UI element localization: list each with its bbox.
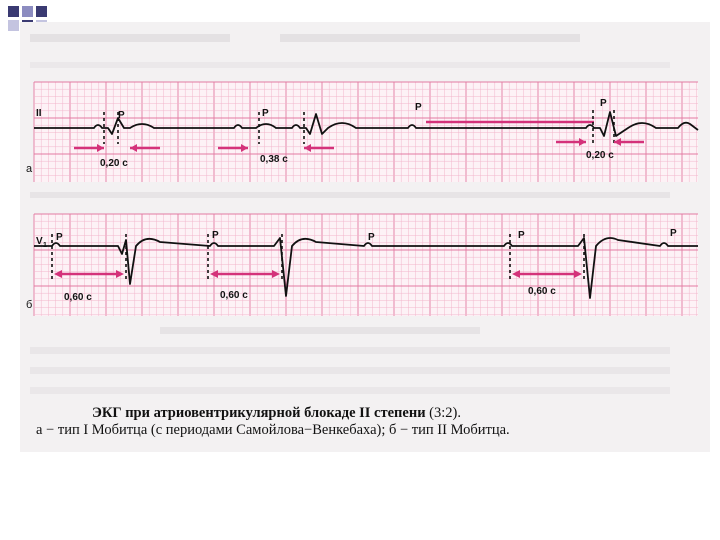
- deco-square: [22, 6, 33, 17]
- interval-label: 0,60 с: [220, 290, 248, 301]
- interval-label: 0,38 с: [260, 154, 288, 165]
- strip-letter-a: а: [26, 163, 33, 175]
- lead-label-v: V: [36, 236, 43, 247]
- caption-line-1: [36, 405, 676, 422]
- ghost-text: [30, 34, 230, 42]
- ghost-text: [30, 192, 670, 198]
- lead-label-ii: II: [36, 108, 42, 119]
- strip-letter-b: б: [26, 299, 33, 311]
- ghost-text: [160, 327, 480, 334]
- interval-label: 0,60 с: [64, 292, 92, 303]
- p-wave-label: P: [670, 228, 677, 239]
- ecg-strip-a: [26, 82, 698, 182]
- ghost-text: [30, 367, 670, 374]
- interval-label: 0,20 с: [100, 158, 128, 169]
- deco-square: [36, 6, 47, 17]
- interval-label: 0,20 с: [586, 150, 614, 161]
- p-wave-label: P: [368, 232, 375, 243]
- ghost-text: [30, 347, 670, 354]
- ghost-text: [280, 34, 580, 42]
- deco-square: [8, 20, 19, 31]
- caption-title: ЭКГ при атриовентрикулярной блокаде II степени: [92, 405, 426, 421]
- ghost-text: [30, 62, 670, 68]
- p-wave-label: P: [600, 98, 607, 109]
- p-wave-label: P: [518, 230, 525, 241]
- deco-square: [8, 6, 19, 17]
- p-wave-label: P: [415, 102, 422, 113]
- p-wave-label: P: [212, 230, 219, 241]
- grid-background: [34, 82, 698, 182]
- interval-label: 0,60 с: [528, 286, 556, 297]
- p-wave-label: P: [56, 232, 63, 243]
- ghost-text: [30, 387, 670, 394]
- p-wave-label: P: [118, 110, 125, 121]
- figure-caption: [36, 405, 676, 439]
- lead-label-sub: 1: [43, 242, 47, 249]
- caption-ratio: (3:2).: [425, 405, 461, 421]
- caption-line-2: а − тип I Мобитца (с периодами Самойлова−Венкебаха); б − тип II Мобитца.: [36, 422, 510, 438]
- p-wave-label: P: [262, 108, 269, 119]
- ecg-strip-b: [26, 214, 698, 316]
